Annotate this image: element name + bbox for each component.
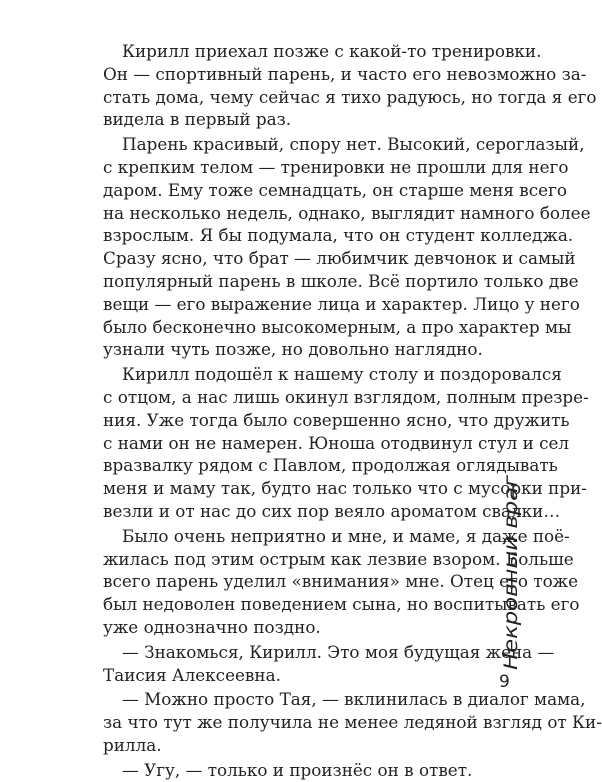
- text-line: было бесконечно высокомерным, а про характер мы: [103, 316, 572, 337]
- page-number: 9: [499, 672, 510, 692]
- text-line: ния. Уже тогда было совершенно ясно, что дружить: [103, 409, 570, 430]
- text-line: вещи — его выражение лица и характер. Лицо у него: [103, 293, 580, 314]
- text-line: видела в первый раз.: [103, 109, 292, 130]
- text-line: Было очень неприятно и мне, и маме, я даже поё-: [122, 525, 570, 546]
- text-line: Сразу ясно, что брат — любимчик девчонок и самый: [103, 248, 576, 269]
- text-line: популярный парень в школе. Всё портило только две: [103, 270, 579, 291]
- book-title-vertical: [490, 470, 530, 675]
- text-line: Таисия Алексеевна.: [103, 664, 281, 685]
- text-line: меня и маму так, будто нас только что с мусорки при-: [103, 478, 587, 499]
- text-line: всего парень уделил «внимания» мне. Отец его тоже: [103, 571, 579, 592]
- text-line: с крепким телом — тренировки не прошли для него: [103, 156, 569, 177]
- text-line: — Знакомься, Кирилл. Это моя будущая жена —: [122, 641, 555, 662]
- text-line: на несколько недель, однако, выглядит намного более: [103, 202, 591, 223]
- text-line: стать дома, чему сейчас я тихо радуюсь, но тогда я его: [103, 86, 597, 107]
- text-line: с нами он не намерен. Юноша отодвинул стул и сел: [103, 432, 570, 453]
- text-line: рилла.: [103, 734, 162, 755]
- text-line: — Угу, — только и произнёс он в ответ.: [122, 759, 473, 780]
- text-line: за что тут же получила не менее ледяной взгляд от Ки-: [103, 712, 602, 733]
- text-line: Кирилл приехал позже с какой-то тренировки.: [122, 41, 542, 61]
- text-line: — Можно просто Тая, — вклинилась в диалог мама,: [122, 689, 586, 710]
- text-line: был недоволен поведением сына, но воспитывать его: [103, 594, 580, 615]
- text-line: жилась под этим острым как лезвие взором. Больше: [103, 548, 574, 569]
- text-line: Он — спортивный парень, и часто его невозможно за-: [103, 63, 587, 84]
- text-line: Кирилл подошёл к нашему столу и поздоровался: [122, 364, 562, 385]
- book-title-svg: [490, 470, 530, 675]
- text-line: Парень красивый, спору нет. Высокий, сероглазый,: [122, 134, 585, 155]
- text-line: узнали чуть позже, но довольно наглядно.: [103, 339, 483, 360]
- book-title: Некровный враг: [500, 506, 522, 670]
- text-line: уже однозначно поздно.: [103, 616, 321, 637]
- text-line: взрослым. Я бы подумала, что он студент колледжа.: [103, 225, 574, 246]
- text-line: вразвалку рядом с Павлом, продолжая оглядывать: [103, 455, 558, 476]
- text-line: с отцом, а нас лишь окинул взглядом, полным презре-: [103, 386, 589, 407]
- text-line: даром. Ему тоже семнадцать, он старше меня всего: [103, 179, 567, 200]
- text-line: везли и от нас до сих пор веяло ароматом свалки…: [103, 500, 561, 521]
